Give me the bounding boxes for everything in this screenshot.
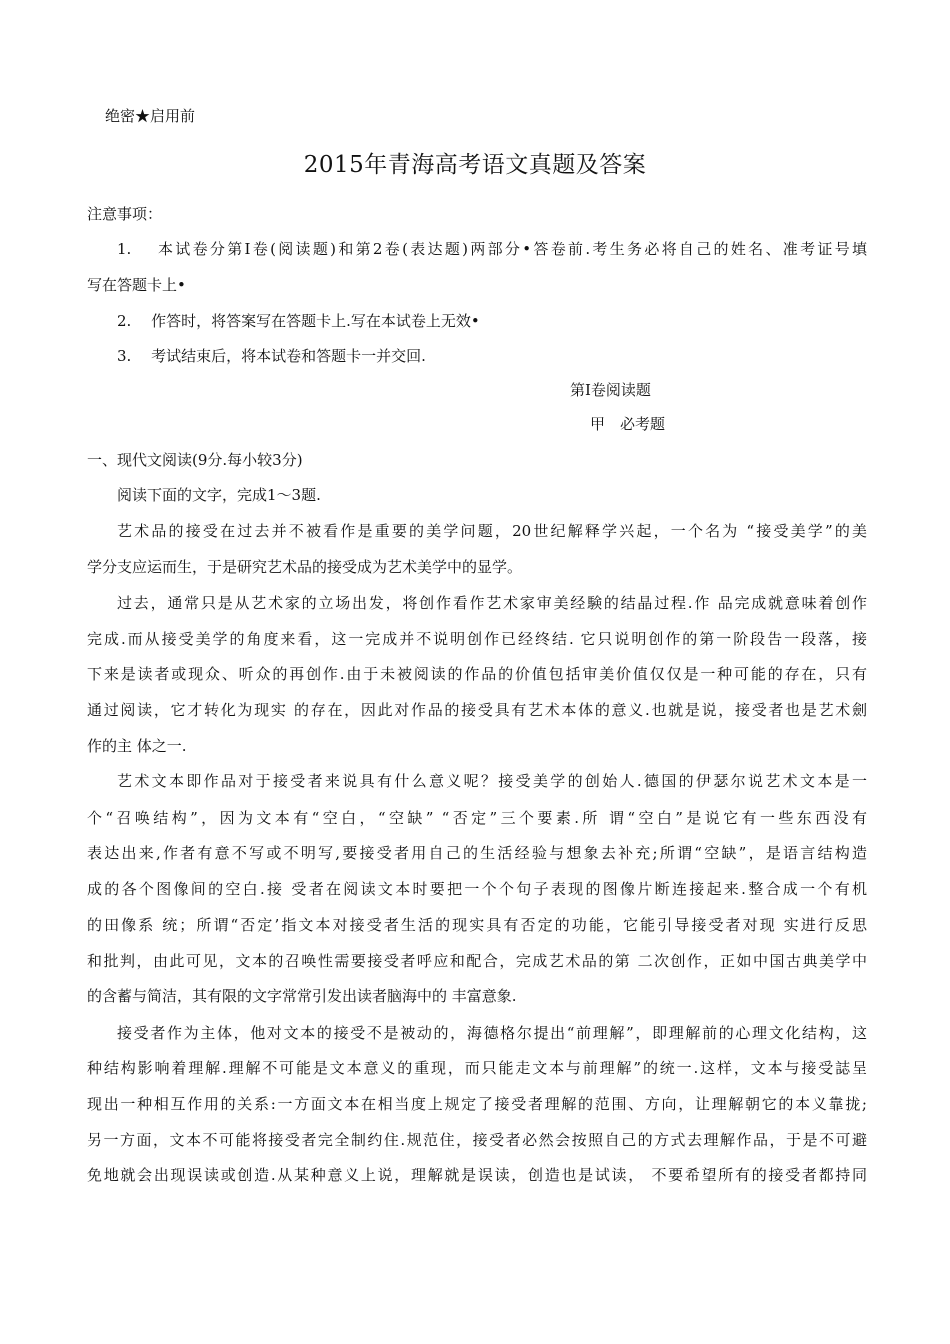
paragraph-3-line: 成的各个图像间的空白.接 受者在阅读文本时要把一个个句子表现的图像片断连接起来.整合成一个有机 bbox=[87, 880, 867, 898]
part-heading: 甲 必考题 bbox=[590, 415, 666, 433]
paragraph-3-line: 个“召唤结构”，因为文本有“空白，“空缺” “否定”三个要素.所 谓“空白”是说它有一些东西没有 bbox=[87, 809, 867, 827]
notice-item-1-line-2: 写在答题卡上• bbox=[87, 276, 186, 294]
page-title: 2015年青海高考语文真题及答案 bbox=[303, 152, 647, 178]
paragraph-4-line: 现出一种相互作用的关系:一方面文本在相当度上规定了接受者理解的范围、方向，让理解朝它的本义靠拢; bbox=[87, 1095, 867, 1113]
paragraph-2-line: 作的主 体之一. bbox=[87, 737, 187, 755]
notice-item-3: 3. 考试结束后，将本试卷和答题卡一并交回. bbox=[117, 347, 426, 365]
paragraph-1-line: 学分支应运而生，于是研究艺术品的接受成为艺术美学中的显学。 bbox=[87, 558, 523, 576]
notice-item-2: 2. 作答时，将答案写在答题卡上.写在本试卷上无效• bbox=[117, 312, 480, 330]
paragraph-4-line: 免地就会出现误读或创造.从某种意义上说，理解就是误读，创造也是试读， 不要希望所有的接受者都持同 bbox=[87, 1166, 867, 1184]
paragraph-2-line: 过去，通常只是从艺术家的立场出发，将创作看作艺术家审美经験的结晶过程.作 品完成就意味着创作 bbox=[117, 594, 867, 612]
reading-instruction: 阅读下面的文字，完成1〜3题. bbox=[117, 486, 321, 504]
paragraph-4-line: 种结构影响着理解.理解不可能是文本意义的重现，而只能走文本与前理解”的统一.这样，文本与接受誌呈 bbox=[87, 1059, 867, 1077]
classification-label: 绝密★启用前 bbox=[105, 107, 196, 125]
notice-heading: 注意事项： bbox=[87, 205, 163, 223]
paragraph-3-line: 艺术文本即作品对于接受者来说具有什么意义呢？接受美学的创始人.德国的伊瑟尔说艺术文本是一 bbox=[117, 772, 867, 790]
paragraph-2-line: 完成.而从接受美学的角度来看，这一完成并不说明创作已经终结. 它只说明创作的第一阶段告一段落，接 bbox=[87, 630, 867, 648]
notice-item-1-line-1: 1. 本试卷分第I卷(阅读题)和第2卷(表达题)两部分•答卷前.考生务必将自己的姓名、准考证号填 bbox=[117, 240, 867, 258]
paragraph-3-line: 的田像系 统；所谓“否定’指文本对接受者生活的现实具有否定的功能，它能引导接受者对现 实进行反思 bbox=[87, 916, 867, 934]
paragraph-2-line: 通过阅读，它才转化为现实 的存在，因此对作品的接受具有艺术本体的意义.也就是说，接受者也是艺术劍 bbox=[87, 701, 867, 719]
volume-heading: 第I卷阅读题 bbox=[570, 381, 651, 399]
question-group-heading: 一、现代文阅读(9分.每小较3分) bbox=[87, 451, 303, 469]
paragraph-1-line: 艺术品的接受在过去并不被看作是重要的美学问题，20世纪解释学兴起，一个名为 “接受美学”的美 bbox=[117, 522, 867, 540]
paragraph-4-line: 另一方面，文本不可能将接受者完全制约住.规范住，接受者必然会按照自己的方式去理解作品，于是不可避 bbox=[87, 1131, 867, 1149]
paragraph-3-line: 的含蓄与简洁，其有限的文字常常引发出读者脑海中的 丰富意象. bbox=[87, 987, 517, 1005]
paragraph-2-line: 下来是读者或现众、听众的再创作.由于未被阅读的作品的价值包括审美价值仅仅是一种可能的存在，只有 bbox=[87, 665, 867, 683]
paragraph-4-line: 接受者作为主体，他对文本的接受不是被动的，海德格尔提出“前理解”，即理解前的心理文化结构，这 bbox=[117, 1024, 867, 1042]
paragraph-3-line: 和批判，由此可见，文本的召唤性需要接受者呼应和配合，完成艺术品的第 二次创作，正如中国古典美学中 bbox=[87, 952, 867, 970]
paragraph-3-line: 表达出来,作者有意不写或不明写,要接受者用自己的生活经验与想象去补充;所谓“空缺”，是语言结构造 bbox=[87, 844, 867, 862]
